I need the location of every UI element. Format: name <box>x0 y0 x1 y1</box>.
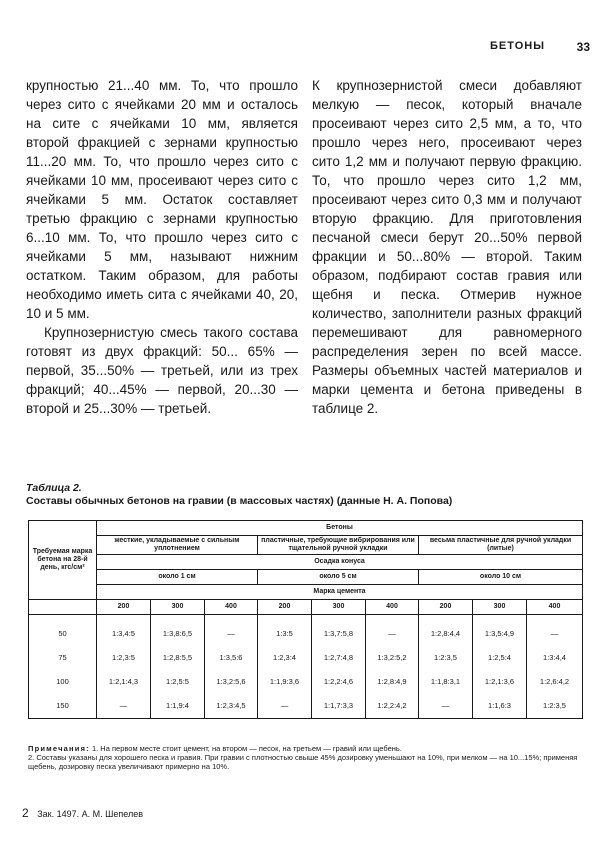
mix-ratio: — <box>527 615 583 647</box>
slump-5: около 5 см <box>258 570 419 585</box>
cement-grade: 300 <box>151 600 205 615</box>
table-caption <box>26 482 586 508</box>
mix-ratio: 1:2,8:5,5 <box>151 646 205 670</box>
mix-ratio: 1:3,5:6 <box>205 646 258 670</box>
note-1: 1. На первом месте стоит цемент, на втором — песок, на третьем — гравий или щебень. <box>91 744 402 753</box>
right-column <box>312 76 582 418</box>
mix-ratio: — <box>419 694 473 719</box>
concrete-grade: 50 <box>29 615 97 647</box>
grade-sub-blank <box>29 600 97 615</box>
mix-ratio: 1:2:3,5 <box>527 694 583 719</box>
table-row <box>29 670 583 694</box>
page-number: 33 <box>576 40 590 54</box>
concrete-grade: 75 <box>29 646 97 670</box>
slump-1: около 1 см <box>97 570 258 585</box>
mix-ratio: 1:1,6:3 <box>473 694 527 719</box>
mix-ratio: 1:2,3:4 <box>258 646 312 670</box>
mix-ratio: 1:2,8:4,9 <box>366 670 419 694</box>
concrete-grade: 100 <box>29 670 97 694</box>
mix-ratio: 1:2,1:4,3 <box>97 670 151 694</box>
concrete-table <box>28 520 582 719</box>
notes-label: Примечания: <box>28 744 90 753</box>
imprint: Зак. 1497. А. М. Шепелев <box>37 809 143 819</box>
left-paragraph-2: Крупнозернистую смесь такого состава готовят из двух фракций: 50... 65% — первой, 35...50% — третьей, или из трех фракций; 40...45% — первой, 20...30 — второй и 25...30% — третьей. <box>26 325 298 416</box>
table-row <box>29 694 583 719</box>
mix-ratio: 1:2,5:5 <box>151 670 205 694</box>
mix-ratio: 1:1,8:3,1 <box>419 670 473 694</box>
mix-ratio: 1:2,5:4 <box>473 646 527 670</box>
cement-grade: 200 <box>97 600 151 615</box>
mix-ratio: 1:2,3:4,5 <box>205 694 258 719</box>
grade-header: Требуемая марка бетона на 28-й день, кгс/см² <box>29 521 97 600</box>
cement-grade: 200 <box>419 600 473 615</box>
mix-ratio: 1:2,2:4,6 <box>312 670 366 694</box>
table-notes <box>28 744 584 771</box>
table-title: Составы обычных бетонов на гравии (в массовых частях) (данные Н. А. Попова) <box>26 495 453 507</box>
group-rigid: жесткие, укладываемые с сильным уплотнением <box>97 536 258 555</box>
table-row <box>29 615 583 647</box>
mix-ratio: 1:2,8:4,4 <box>419 615 473 647</box>
mix-ratio: 1:2,1:3,6 <box>473 670 527 694</box>
signature-number: 2 <box>22 806 29 820</box>
running-header <box>490 40 590 58</box>
cement-grade: 300 <box>312 600 366 615</box>
cement-grade: 200 <box>258 600 312 615</box>
right-paragraph-1: К крупнозернистой смеси добавляют мелкую — песок, который вначале просеивают через сито 2,5 мм, а то, что прошло через него, просеивают через сито 1,2 мм и получают первую фракцию. То, что прошло через сито 1,2 мм, просеивают через сито 0,3 мм и получают вторую фракцию. Для приготовления песчаной смеси берут 20...50% первой фракции и 50...80% — второй. Таким образом, подбирают состав гравия или щебня и песка. Отмерив нужное количество, заполнители разных фракций перемешивают для равномерного распределения зерен по всей массе. Размеры объемных частей материалов и марки цемента и бетона приведены в таблице 2. <box>312 78 582 416</box>
mix-ratio: 1:2,3:5 <box>97 646 151 670</box>
betony-header: Бетоны <box>97 521 583 536</box>
table-row <box>29 646 583 670</box>
cement-grade: 300 <box>473 600 527 615</box>
mix-ratio: 1:2,6:4,2 <box>527 670 583 694</box>
cement-grade: 400 <box>205 600 258 615</box>
left-paragraph-1: крупностью 21...40 мм. То, что прошло через сито с ячейками 20 мм и осталось на сите с ячейками 10 мм, является второй фракцией с зернами крупностью 11...20 мм. То, что прошло через сито с ячейками 10 мм, просеивают через сито с ячейками 5 мм. Остаток составляет третью фракцию с зернами крупностью 6...10 мм. То, что прошло через сито с ячейками 5 мм, называют нижним остатком. Таким образом, для работы необходимо иметь сита с ячейками 40, 20, 10 и 5 мм. <box>26 78 298 321</box>
mix-ratio: 1:3:4,4 <box>527 646 583 670</box>
mix-ratio: 1:1,7:3,3 <box>312 694 366 719</box>
mix-ratio: — <box>205 615 258 647</box>
note-2: 2. Составы указаны для хорошего песка и гравия. При гравии с плотностью свыше 45% дозировку уменьшают на 10%, при мелком — на 10...15%; применяя щебень, дозировку песка увеличивают примерно на 10%. <box>28 753 578 771</box>
mix-ratio: 1:3,8:6,5 <box>151 615 205 647</box>
group-plastic: пластичные, требующие вибрирования или тщательной ручной укладки <box>258 536 419 555</box>
table-number: Таблица 2. <box>26 482 82 494</box>
cement-grade: 400 <box>366 600 419 615</box>
mix-ratio: 1:1,9:4 <box>151 694 205 719</box>
left-column <box>26 76 298 418</box>
mix-ratio: — <box>97 694 151 719</box>
page-footer <box>22 806 143 820</box>
cement-header: Марка цемента <box>97 585 583 600</box>
mix-ratio: 1:3,2:5,6 <box>205 670 258 694</box>
mix-ratio: 1:3,2:5,2 <box>366 646 419 670</box>
mix-ratio: 1:2,7:4,8 <box>312 646 366 670</box>
mix-ratio: — <box>258 694 312 719</box>
mix-ratio: 1:2,2:4,2 <box>366 694 419 719</box>
section-title: БЕТОНЫ <box>490 40 545 52</box>
slump-10: около 10 см <box>419 570 583 585</box>
mix-ratio: 1:1,9:3,6 <box>258 670 312 694</box>
mix-ratio: 1:3,4:5 <box>97 615 151 647</box>
mix-ratio: 1:3,5:4,9 <box>473 615 527 647</box>
group-cast: весьма пластичные для ручной укладки (литые) <box>419 536 583 555</box>
mix-ratio: 1:3:5 <box>258 615 312 647</box>
concrete-grade: 150 <box>29 694 97 719</box>
mix-ratio: 1:2:3,5 <box>419 646 473 670</box>
mix-ratio: — <box>366 615 419 647</box>
mix-ratio: 1:3,7:5,8 <box>312 615 366 647</box>
slump-header: Осадка конуса <box>97 555 583 570</box>
cement-grade: 400 <box>527 600 583 615</box>
